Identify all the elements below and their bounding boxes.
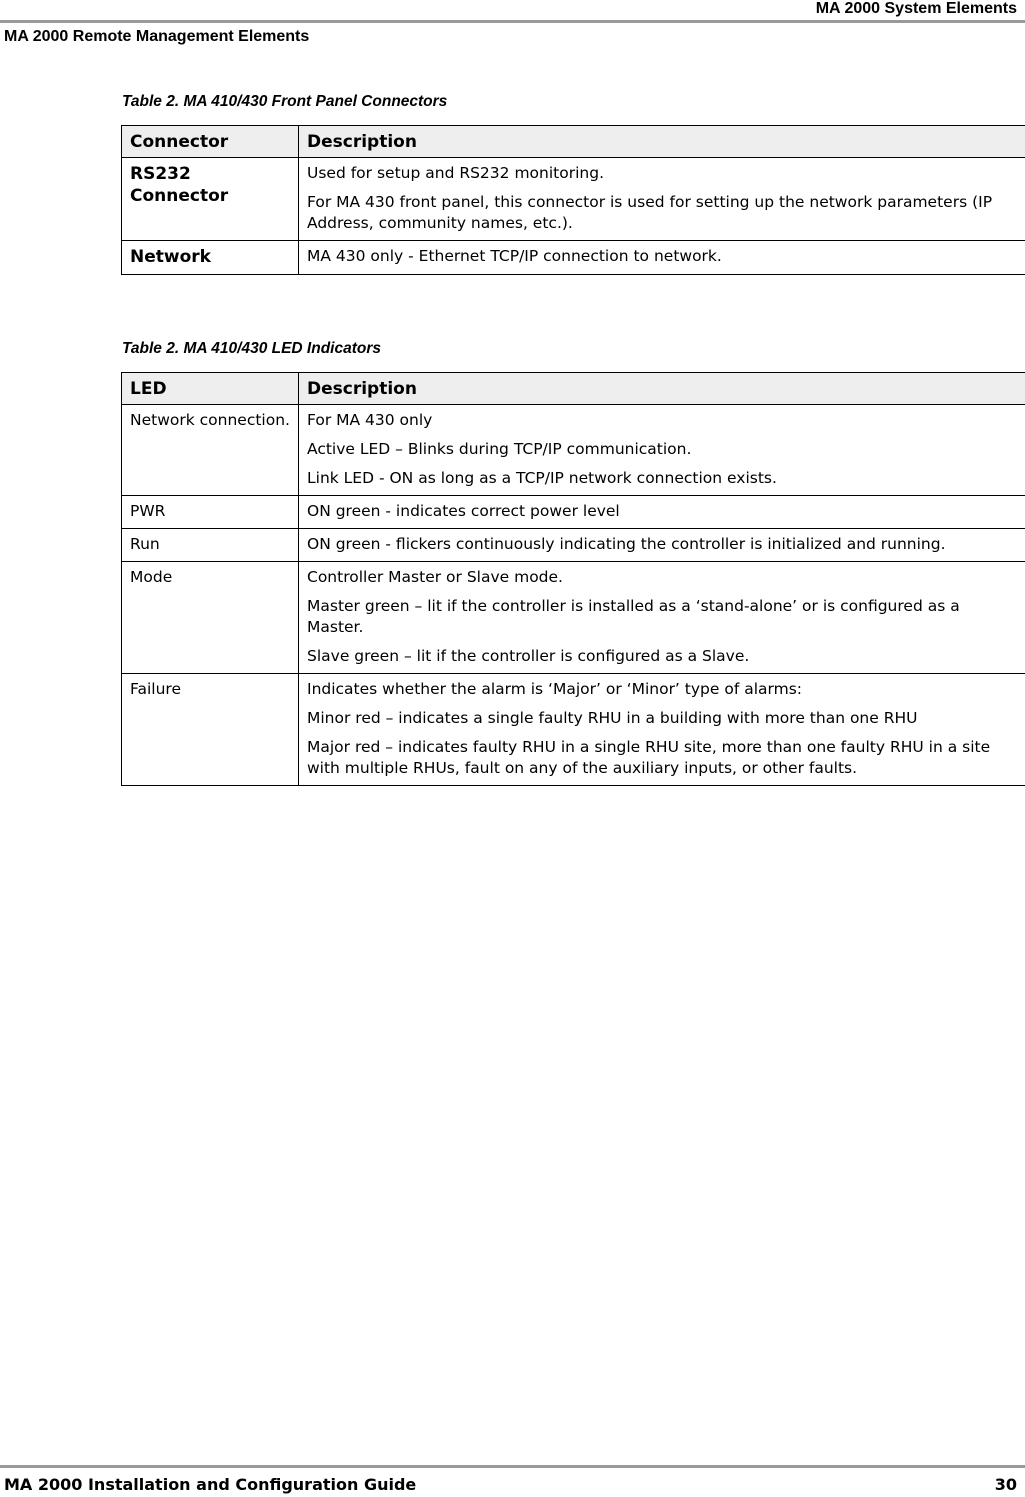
- table-header-row: [122, 126, 1025, 158]
- connectors-table: [121, 125, 1025, 275]
- table-row: [122, 562, 1025, 674]
- led-description: [299, 496, 1025, 529]
- table1-caption: Table 2. MA 410/430 Front Panel Connectors: [122, 93, 448, 110]
- table-row: [122, 674, 1025, 786]
- led-name: Mode: [122, 562, 299, 674]
- description-paragraph: Link LED - ON as long as a TCP/IP network connection exists.: [307, 469, 777, 487]
- table2-caption: Table 2. MA 410/430 LED Indicators: [122, 340, 381, 357]
- column-header-led: LED: [122, 373, 299, 405]
- led-description: [299, 562, 1025, 674]
- table-row: [122, 158, 1025, 241]
- description-paragraph: Master green – lit if the controller is installed as a ‘stand-alone’ or is configured as a Master.: [307, 597, 960, 636]
- led-name: Run: [122, 529, 299, 562]
- description-paragraph: ON green - flickers continuously indicating the controller is initialized and running.: [307, 535, 946, 553]
- table-row: [122, 241, 1025, 275]
- description-paragraph: Controller Master or Slave mode.: [307, 568, 563, 586]
- description-paragraph: Slave green – lit if the controller is configured as a Slave.: [307, 647, 750, 665]
- description-paragraph: Used for setup and RS232 monitoring.: [307, 164, 604, 182]
- running-header-chapter: MA 2000 Remote Management Elements: [4, 28, 310, 45]
- description-paragraph: For MA 430 front panel, this connector is used for setting up the network parameters (IP Address, community names, etc.).: [307, 193, 993, 232]
- footer-title: MA 2000 Installation and Configuration Guide: [4, 1475, 417, 1494]
- connector-description: [299, 241, 1025, 275]
- connector-name: RS232 Connector: [122, 158, 299, 241]
- led-name: Failure: [122, 674, 299, 786]
- table-row: [122, 529, 1025, 562]
- description-paragraph: Active LED – Blinks during TCP/IP communication.: [307, 440, 692, 458]
- table-row: [122, 496, 1025, 529]
- column-header-description: Description: [299, 373, 1025, 405]
- table-header-row: [122, 373, 1025, 405]
- page-number: 30: [994, 1475, 1017, 1494]
- led-indicators-table: [121, 372, 1025, 786]
- led-name: Network connection.: [122, 405, 299, 496]
- led-description: [299, 674, 1025, 786]
- connector-description: [299, 158, 1025, 241]
- description-paragraph: For MA 430 only: [307, 411, 433, 429]
- column-header-description: Description: [299, 126, 1025, 158]
- led-description: [299, 405, 1025, 496]
- description-paragraph: MA 430 only - Ethernet TCP/IP connection to network.: [307, 247, 722, 265]
- footer-rule: [0, 1465, 1025, 1468]
- led-description: [299, 529, 1025, 562]
- column-header-connector: Connector: [122, 126, 299, 158]
- table-row: [122, 405, 1025, 496]
- running-header-section: MA 2000 System Elements: [815, 0, 1017, 17]
- description-paragraph: Major red – indicates faulty RHU in a single RHU site, more than one faulty RHU in a site with multiple RHUs, fault on any of the auxiliary inputs, or other faults.: [307, 738, 991, 777]
- connector-name: Network: [122, 241, 299, 275]
- description-paragraph: Indicates whether the alarm is ‘Major’ or ‘Minor’ type of alarms:: [307, 680, 803, 698]
- header-rule: [0, 20, 1025, 23]
- description-paragraph: ON green - indicates correct power level: [307, 502, 620, 520]
- description-paragraph: Minor red – indicates a single faulty RHU in a building with more than one RHU: [307, 709, 918, 727]
- led-name: PWR: [122, 496, 299, 529]
